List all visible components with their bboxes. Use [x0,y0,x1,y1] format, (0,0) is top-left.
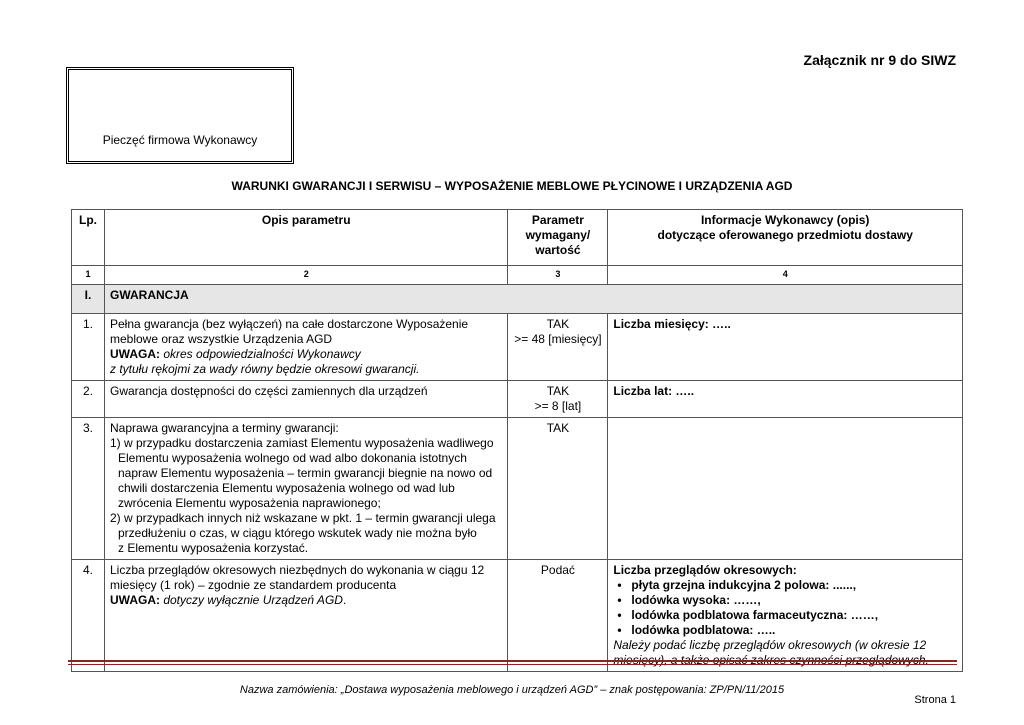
row-number: 1. [72,314,105,381]
page-number: Strona 1 [914,694,956,706]
row-description [104,560,507,672]
footer-order-name: Nazwa zamówienia: „Dostawa wyposażenia meblowego i urządzeń AGD” – znak postępowania: ZP/PN/11/2015 [239,684,785,696]
row-parameter [508,381,608,418]
row-contractor-info [608,560,963,672]
row-parameter: TAK [508,418,608,560]
row-description [104,314,507,381]
company-stamp-box [68,69,292,162]
list-item: • lodówka podblatowa: ….. [631,623,957,638]
description-line: 2) w przypadkach innych niż wskazane w pkt. 1 – termin gwarancji ulega [109,511,496,525]
description-line: meblowe oraz wszystkie Urządzenia AGD [109,332,333,346]
row-contractor-info: Liczba lat: ….. [608,381,963,418]
col-header-param-line: wartość [535,243,581,257]
list-item: • lodówka podblatowa farmaceutyczna: ……, [631,608,957,623]
row-number: 3. [72,418,105,560]
footer-divider [68,660,957,665]
description-line: z Elementu wyposażenia korzystać. [117,541,309,555]
document-title: WARUNKI GWARANCJI I SERWISU – WYPOSAŻENIE MEBLOWE PŁYCINOWE I URZĄDZENIA AGD [231,179,793,193]
table-row [72,314,963,381]
col-header-param [508,210,608,266]
table-row [72,381,963,418]
row-parameter: Podać [508,560,608,672]
uwaga-note [110,593,502,608]
column-number-row [72,266,963,285]
table-row [72,418,963,560]
annex-label: Załącznik nr 9 do SIWZ [803,52,956,68]
description-line: Naprawa gwarancyjna a terminy gwarancji: [109,421,339,435]
description-line: miesięcy (1 rok) – zgodnie ze standardem producenta [109,578,397,592]
uwaga-text: dotyczy wyłącznie Urządzeń AGD [159,593,343,607]
column-number: 4 [608,266,963,285]
row-parameter [508,314,608,381]
col-header-info-line: dotyczące oferowanego przedmiotu dostawy [657,228,913,242]
description-line: przedłużeniu o czas, w ciągu którego wskutek wady nie można było [117,526,477,540]
description-line: Elementu wyposażenia wolnego od wad albo dokonania istotnych [117,451,467,465]
uwaga-note [110,347,502,362]
table-header-row [72,210,963,266]
description-line: zwrócenia Elementu wyposażenia naprawionego; [117,496,381,510]
row-number: 4. [72,560,105,672]
stamp-label: Pieczęć firmowa Wykonawcy [102,133,258,147]
uwaga-text: z tytułu rękojmi za wady równy będzie okresowi gwarancji. [109,362,420,376]
description-line: Pełna gwarancja (bez wyłączeń) na całe dostarczone Wyposażenie [109,317,469,331]
table-row [72,560,963,672]
uwaga-label: UWAGA: [109,347,160,361]
column-number: 2 [104,266,507,285]
col-header-info [608,210,963,266]
uwaga-end: . [342,593,347,607]
warranty-table [71,209,963,672]
parameter-line: >= 48 [miesięcy] [514,332,602,346]
col-header-param-line: wymagany/ [525,228,591,242]
parameter-line: TAK [546,317,570,331]
col-header-lp: Lp. [72,210,105,266]
list-item: • płyta grzejna indukcyjna 2 polowa: ......, [631,578,957,593]
section-number: I. [72,285,105,314]
uwaga-label: UWAGA: [109,593,160,607]
list-item: • lodówka wysoka: ……, [631,593,957,608]
row-contractor-info: Liczba miesięcy: ….. [608,314,963,381]
description-line: Liczba przeglądów okresowych niezbędnych do wykonania w ciągu 12 [109,563,485,577]
info-note: Należy podać liczbę przeglądów okresowych (w okresie 12 [613,638,927,652]
description-line: napraw Elementu wyposażenia – termin gwarancji biegnie na nowo od [117,466,493,480]
section-label: GWARANCJA [104,285,962,314]
row-description [104,418,507,560]
row-description: Gwarancja dostępności do części zamiennych dla urządzeń [104,381,507,418]
col-header-param-line: Parametr [531,213,584,227]
description-line: chwili dostarczenia Elementu wyposażenia wolnego od wad lub [117,481,455,495]
inspection-list [613,578,957,638]
parameter-line: TAK [546,384,570,398]
column-number: 3 [508,266,608,285]
uwaga-text: okres odpowiedzialności Wykonawcy [159,347,361,361]
row-number: 2. [72,381,105,418]
row-contractor-info [608,418,963,560]
col-header-opis: Opis parametru [104,210,507,266]
column-number: 1 [72,266,105,285]
description-line: 1) w przypadku dostarczenia zamiast Elementu wyposażenia wadliwego [109,436,494,450]
info-title: Liczba przeglądów okresowych: [613,563,797,577]
col-header-info-line: Informacje Wykonawcy (opis) [700,213,870,227]
parameter-line: >= 8 [lat] [534,399,582,413]
section-row-gwarancja [72,285,963,314]
